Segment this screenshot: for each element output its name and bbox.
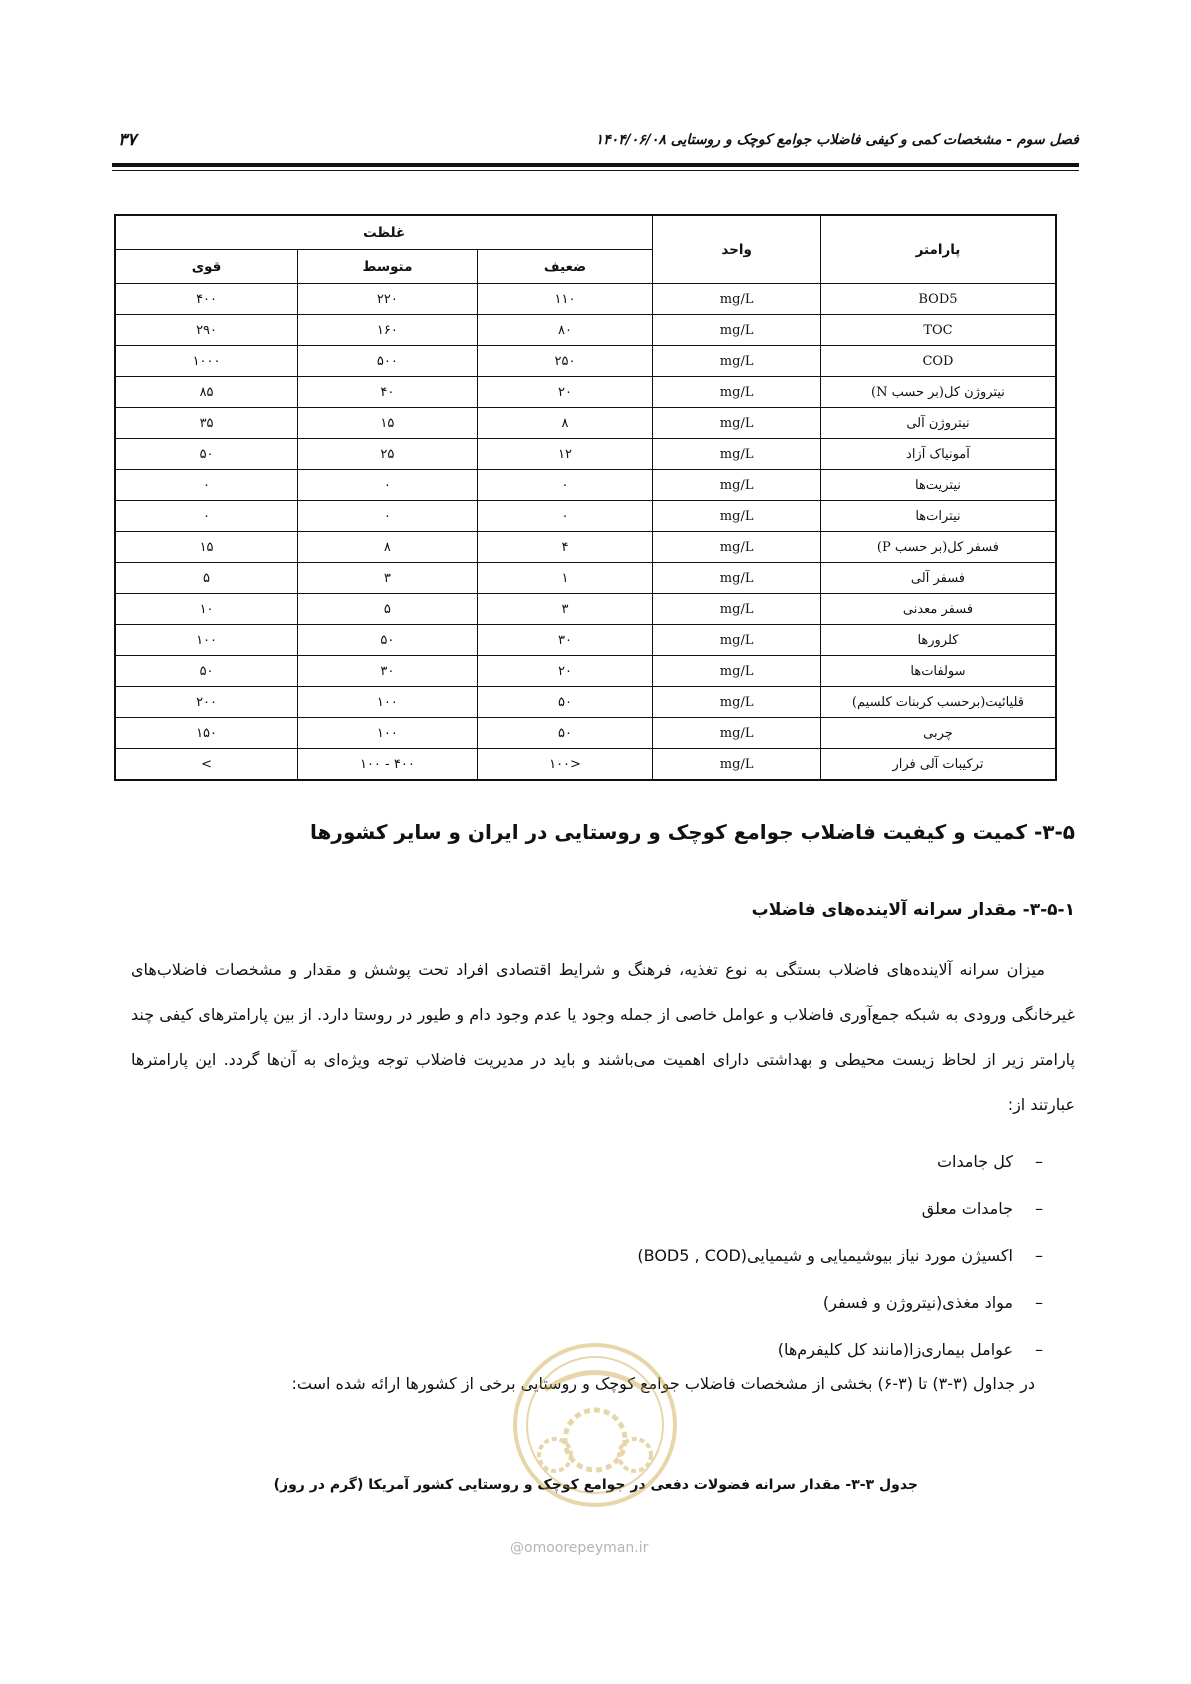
cell-unit: mg/L — [653, 563, 821, 594]
cell-weak: ۸ — [477, 408, 653, 439]
bullet-list — [637, 1138, 1043, 1373]
table-row — [115, 532, 1056, 563]
cell-strong: ۱۵ — [115, 532, 298, 563]
cell-weak: ۵۰ — [477, 687, 653, 718]
cell-parameter: BOD5 — [820, 284, 1056, 315]
cell-parameter: فسفر آلی — [820, 563, 1056, 594]
watermark-url: @omoorepeyman.ir — [510, 1540, 649, 1556]
cell-unit: mg/L — [653, 656, 821, 687]
table-row — [115, 594, 1056, 625]
bullet-item — [637, 1232, 1043, 1279]
cell-medium: ۱۶۰ — [298, 315, 478, 346]
cell-parameter: نیتریت‌ها — [820, 470, 1056, 501]
cell-strong: ۱۰۰۰ — [115, 346, 298, 377]
page-header — [112, 130, 1079, 162]
cell-unit: mg/L — [653, 377, 821, 408]
closing-sentence: در جداول (۳-۳) تا (۳-۶) بخشی از مشخصات فاضلاب جوامع کوچک و روستایی برخی از کشورها ارائه شده است: — [291, 1374, 1035, 1393]
cell-unit: mg/L — [653, 532, 821, 563]
bullet-text: اکسیژن مورد نیاز بیوشیمیایی و شیمیایی(BOD5 , COD) — [637, 1246, 1013, 1265]
cell-strong: ۱۰ — [115, 594, 298, 625]
header-rule-thick — [112, 163, 1079, 167]
table-caption: جدول ۳-۳- مقدار سرانه فضولات دفعی در جوامع کوچک و روستایی کشور آمریکا (گرم در روز) — [273, 1477, 918, 1493]
cell-unit: mg/L — [653, 284, 821, 315]
cell-medium: ۸ — [298, 532, 478, 563]
cell-unit: mg/L — [653, 315, 821, 346]
table-row — [115, 346, 1056, 377]
cell-unit: mg/L — [653, 625, 821, 656]
bullet-dash: – — [1035, 1340, 1043, 1359]
cell-weak: ۰ — [477, 470, 653, 501]
table-row — [115, 749, 1056, 781]
cell-strong: ۵۰ — [115, 656, 298, 687]
cell-unit: mg/L — [653, 346, 821, 377]
cell-weak: ۱ — [477, 563, 653, 594]
table-row — [115, 563, 1056, 594]
bullet-text: جامدات معلق — [921, 1199, 1013, 1218]
cell-unit: mg/L — [653, 501, 821, 532]
cell-parameter: COD — [820, 346, 1056, 377]
bullet-dash: – — [1035, 1152, 1043, 1171]
cell-weak: ۱۱۰ — [477, 284, 653, 315]
cell-parameter: سولفات‌ها — [820, 656, 1056, 687]
cell-parameter: نیتروژن کل(بر حسب N) — [820, 377, 1056, 408]
cell-strong: ۰ — [115, 470, 298, 501]
body-paragraph — [131, 947, 1075, 1127]
cell-medium: ۰ — [298, 501, 478, 532]
cell-medium: ۵۰ — [298, 625, 478, 656]
cell-medium: ۱۰۰ — [298, 687, 478, 718]
cell-weak: <۱۰۰ — [477, 749, 653, 781]
cell-strong: ۱۵۰ — [115, 718, 298, 749]
cell-unit: mg/L — [653, 718, 821, 749]
header-rule-thin — [112, 170, 1079, 171]
cell-parameter: ترکیبات آلی فرار — [820, 749, 1056, 781]
bullet-dash: – — [1035, 1199, 1043, 1218]
cell-weak: ۸۰ — [477, 315, 653, 346]
cell-unit: mg/L — [653, 687, 821, 718]
cell-medium: ۵۰۰ — [298, 346, 478, 377]
cell-weak: ۳۰ — [477, 625, 653, 656]
parameters-table — [114, 214, 1057, 781]
cell-weak: ۵۰ — [477, 718, 653, 749]
cell-medium: ۴۰ — [298, 377, 478, 408]
cell-strong: ۱۰۰ — [115, 625, 298, 656]
header-parameter: پارامتر — [820, 215, 1056, 284]
cell-weak: ۲۵۰ — [477, 346, 653, 377]
table-body — [115, 284, 1056, 781]
cell-strong: ۴۰۰ — [115, 284, 298, 315]
header-weak: ضعیف — [477, 250, 653, 284]
cell-unit: mg/L — [653, 749, 821, 781]
cell-parameter: فسفر معدنی — [820, 594, 1056, 625]
table-row — [115, 315, 1056, 346]
cell-parameter: نیتروژن آلی — [820, 408, 1056, 439]
bullet-dash: – — [1035, 1293, 1043, 1312]
cell-weak: ۰ — [477, 501, 653, 532]
cell-parameter: فسفر کل(بر حسب P) — [820, 532, 1056, 563]
cell-medium: ۵ — [298, 594, 478, 625]
watermark-seal — [505, 1335, 685, 1515]
bullet-item — [637, 1185, 1043, 1232]
cell-parameter: TOC — [820, 315, 1056, 346]
header-concentration: غلظت — [115, 215, 653, 250]
table-row — [115, 408, 1056, 439]
table-row — [115, 284, 1056, 315]
cell-unit: mg/L — [653, 594, 821, 625]
cell-strong: ۰ — [115, 501, 298, 532]
cell-strong: ۳۵ — [115, 408, 298, 439]
header-title: فصل سوم - مشخصات کمی و کیفی فاضلاب جوامع کوچک و روستایی ۱۴۰۴/۰۶/۰۸ — [595, 132, 1079, 148]
header-strong: قوی — [115, 250, 298, 284]
cell-strong: ۵ — [115, 563, 298, 594]
cell-strong: ۵۰ — [115, 439, 298, 470]
cell-parameter: چربی — [820, 718, 1056, 749]
cell-weak: ۴ — [477, 532, 653, 563]
table-row — [115, 687, 1056, 718]
table-row — [115, 718, 1056, 749]
table-row — [115, 625, 1056, 656]
cell-unit: mg/L — [653, 408, 821, 439]
cell-weak: ۲۰ — [477, 377, 653, 408]
cell-parameter: کلرورها — [820, 625, 1056, 656]
bullet-item — [637, 1326, 1043, 1373]
table-row — [115, 470, 1056, 501]
bullet-item — [637, 1138, 1043, 1185]
cell-strong: ۸۵ — [115, 377, 298, 408]
cell-weak: ۲۰ — [477, 656, 653, 687]
section-heading: ۳-۵- کمیت و کیفیت فاضلاب جوامع کوچک و روستایی در ایران و سایر کشورها — [310, 820, 1075, 844]
cell-medium: ۳۰ — [298, 656, 478, 687]
cell-unit: mg/L — [653, 470, 821, 501]
cell-unit: mg/L — [653, 439, 821, 470]
bullet-item — [637, 1279, 1043, 1326]
cell-medium: ۱۵ — [298, 408, 478, 439]
page-number: ۳۷ — [118, 130, 137, 150]
header-medium: متوسط — [298, 250, 478, 284]
cell-medium: ۳ — [298, 563, 478, 594]
cell-medium: ۴۰۰ - ۱۰۰ — [298, 749, 478, 781]
bullet-text: عوامل بیماری‌زا(مانند کل کلیفرم‌ها) — [777, 1340, 1013, 1359]
cell-weak: ۳ — [477, 594, 653, 625]
table-row — [115, 439, 1056, 470]
cell-parameter: قلیائیت(برحسب کربنات کلسیم) — [820, 687, 1056, 718]
table-row — [115, 501, 1056, 532]
cell-weak: ۱۲ — [477, 439, 653, 470]
cell-parameter: نیترات‌ها — [820, 501, 1056, 532]
cell-strong: ۲۰۰ — [115, 687, 298, 718]
cell-medium: ۱۰۰ — [298, 718, 478, 749]
bullet-dash: – — [1035, 1246, 1043, 1265]
cell-medium: ۲۵ — [298, 439, 478, 470]
subsection-heading: ۳-۵-۱- مقدار سرانه آلاینده‌های فاضلاب — [751, 900, 1075, 920]
cell-parameter: آمونیاک آزاد — [820, 439, 1056, 470]
cell-strong: ۲۹۰ — [115, 315, 298, 346]
cell-medium: ۰ — [298, 470, 478, 501]
table-row — [115, 656, 1056, 687]
cell-strong: > — [115, 749, 298, 781]
cell-medium: ۲۲۰ — [298, 284, 478, 315]
table-row — [115, 377, 1056, 408]
bullet-text: مواد مغذی(نیتروژن و فسفر) — [822, 1293, 1013, 1312]
header-unit: واحد — [653, 215, 821, 284]
paragraph-text: میزان سرانه آلاینده‌های فاضلاب بستگی به نوع تغذیه، فرهنگ و شرایط اقتصادی افراد تحت پوشش و مقدار و مشخصات فاضلاب‌های غیرخانگی ورودی به شبکه جمع‌آوری فاضلاب و عوامل خاصی از جمله وجود یا عدم وجود دام و طیور در روستا دارد. از بین پارامترهای کیفی چند پارامتر زیر از لحاظ زیست محیطی و بهداشتی دارای اهمیت می‌باشند و باید در مدیریت فاضلاب توجه ویژه‌ای به آن‌ها گردد. این پارامترها عبارتند از: — [131, 960, 1075, 1114]
bullet-text: کل جامدات — [936, 1152, 1013, 1171]
